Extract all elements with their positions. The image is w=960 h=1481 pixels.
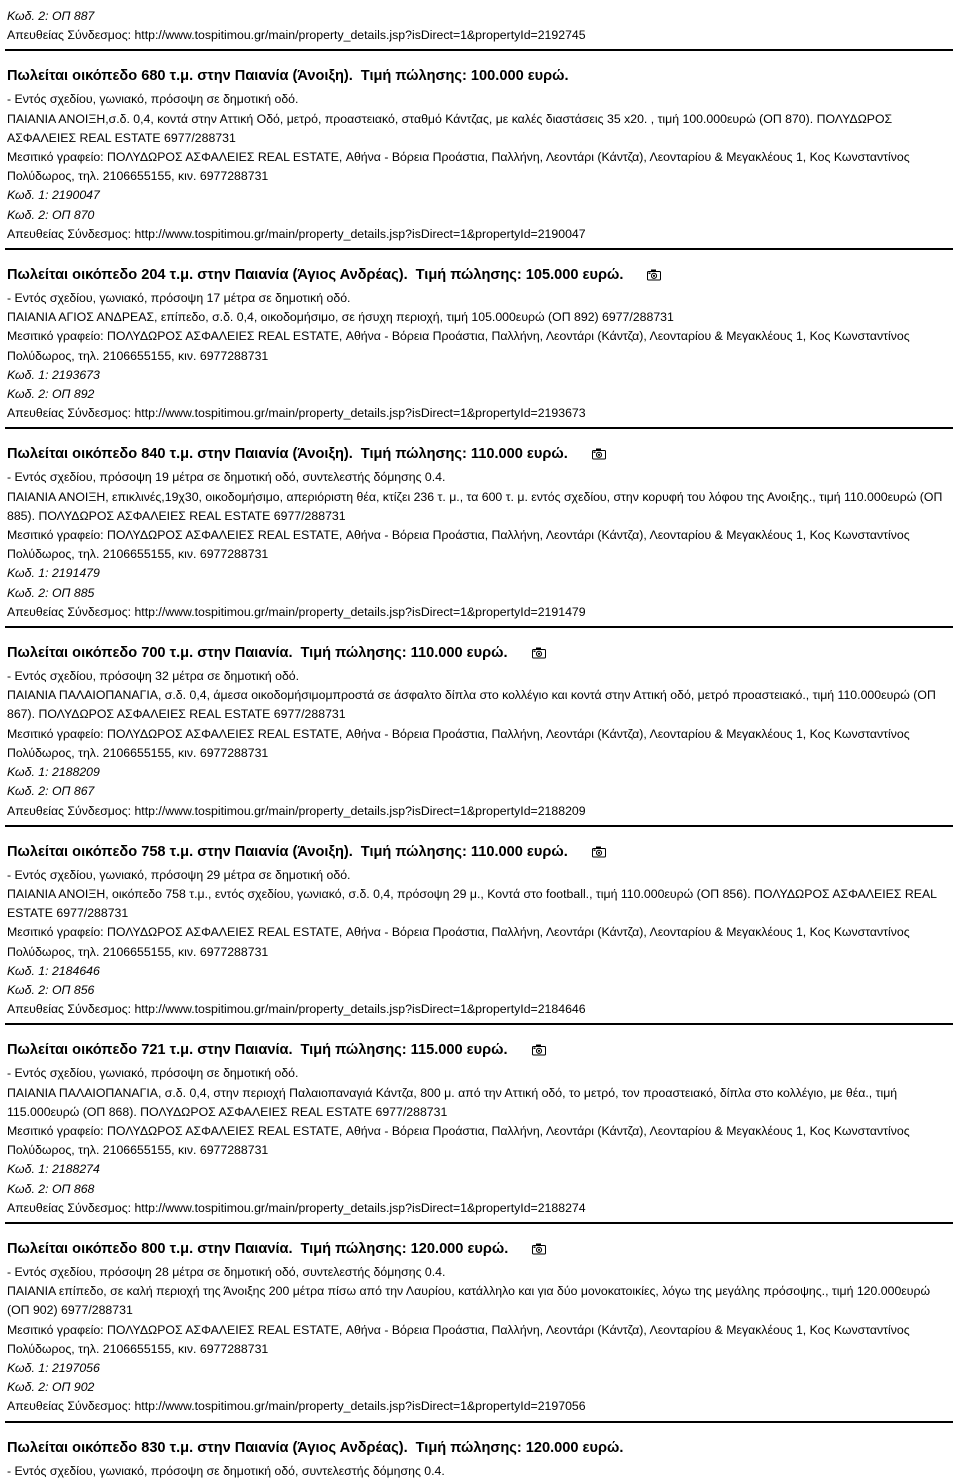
separator-line bbox=[5, 248, 953, 250]
listings bbox=[7, 66, 955, 1422]
listing-code-1: Κωδ. 1: 2188209 bbox=[7, 765, 100, 780]
listing-code-2: Κωδ. 2: ΟΠ 856 bbox=[7, 982, 95, 997]
document-page bbox=[7, 7, 955, 1481]
listing-bullet: - Εντός σχεδίου, πρόσοψη 28 μέτρα σε δημοτική οδό, συντελεστής δόμησης 0.4. bbox=[7, 1264, 446, 1279]
listing-agent: Μεσιτικό γραφείο: ΠΟΛΥΔΩΡΟΣ ΑΣΦΑΛΕΙΕΣ REAL ESTATE, Αθήνα - Βόρεια Προάστια, Παλλήνη, Λεοντάρι (Κάντζα), Λεονταρίου & Μεγακλέους 1, Κος Κωνσταντίνος Πολύδωρος, τηλ. 2106655155, κιν. 6977288731 bbox=[7, 726, 910, 760]
listing-code-2: Κωδ. 2: ΟΠ 868 bbox=[7, 1181, 95, 1196]
listing-title-text: Πωλείται οικόπεδο 204 τ.μ. στην Παιανία (Άγιος Ανδρέας). bbox=[7, 267, 408, 284]
listing-agent: Μεσιτικό γραφείο: ΠΟΛΥΔΩΡΟΣ ΑΣΦΑΛΕΙΕΣ REAL ESTATE, Αθήνα - Βόρεια Προάστια, Παλλήνη, Λεοντάρι (Κάντζα), Λεονταρίου & Μεγακλέους 1, Κος Κωνσταντίνος Πολύδωρος, τηλ. 2106655155, κιν. 6977288731 bbox=[7, 528, 910, 562]
listing-bullet: - Εντός σχεδίου, γωνιακό, πρόσοψη 17 μέτρα σε δημοτική οδό. bbox=[7, 291, 351, 306]
listing-code-2: Κωδ. 2: ΟΠ 885 bbox=[7, 585, 95, 600]
listing-title bbox=[7, 1040, 955, 1060]
listing-direct-link[interactable]: Απευθείας Σύνδεσμος: http://www.tospitimou.gr/main/property_details.jsp?isDirect=1&propertyId=2190047 bbox=[7, 226, 586, 241]
listing-bullet: - Εντός σχεδίου, γωνιακό, πρόσοψη σε δημοτική οδό. bbox=[7, 92, 299, 107]
listing bbox=[7, 66, 955, 250]
listing-price: Τιμή πώλησης: 110.000 ευρώ. bbox=[300, 645, 508, 662]
previous-listing-link[interactable]: Απευθείας Σύνδεσμος: http://www.tospitimou.gr/main/property_details.jsp?isDirect=1&propertyId=2192745 bbox=[7, 28, 586, 43]
separator-line bbox=[5, 1023, 953, 1025]
listing-bullet: - Εντός σχεδίου, γωνιακό, πρόσοψη 29 μέτρα σε δημοτική οδό. bbox=[7, 867, 351, 882]
separator-line bbox=[5, 626, 953, 628]
listing-agent: Μεσιτικό γραφείο: ΠΟΛΥΔΩΡΟΣ ΑΣΦΑΛΕΙΕΣ REAL ESTATE, Αθήνα - Βόρεια Προάστια, Παλλήνη, Λεοντάρι (Κάντζα), Λεονταρίου & Μεγακλέους 1, Κος Κωνσταντίνος Πολύδωρος, τηλ. 2106655155, κιν. 6977288731 bbox=[7, 1322, 910, 1356]
camera-icon[interactable] bbox=[532, 1044, 547, 1055]
listing-code-1: Κωδ. 1: 2184646 bbox=[7, 963, 100, 978]
listing-description: ΠΑΙΑΝΙΑ ΠΑΛΑΙΟΠΑΝΑΓΙΑ, σ.δ. 0,4, άμεσα οικοδομήσιμομπροστά σε άσφαλτο δίπλα στο κολλέγιο και κοντά στην Αττική οδό, μετρό προαστειακό., τιμή 110.000ευρώ (ΟΠ 867). ΠΟΛΥΔΩΡΟΣ ΑΣΦΑΛΕΙΕΣ REAL ESTATE 6977/288731 bbox=[7, 688, 936, 722]
listing-code-1: Κωδ. 1: 2190047 bbox=[7, 188, 100, 203]
listing-bullet: - Εντός σχεδίου, πρόσοψη 19 μέτρα σε δημοτική οδό, συντελεστής δόμησης 0.4. bbox=[7, 470, 446, 485]
listing bbox=[7, 842, 955, 1026]
listing-bullet: - Εντός σχεδίου, γωνιακό, πρόσοψη σε δημοτική οδό, συντελεστής δόμησης 0.4. bbox=[7, 1463, 445, 1478]
listing-title bbox=[7, 1438, 955, 1458]
listing-price: Τιμή πώλησης: 110.000 ευρώ. bbox=[360, 446, 568, 463]
listing-bullet: - Εντός σχεδίου, πρόσοψη 32 μέτρα σε δημοτική οδό. bbox=[7, 669, 300, 684]
listing-direct-link[interactable]: Απευθείας Σύνδεσμος: http://www.tospitimou.gr/main/property_details.jsp?isDirect=1&propertyId=2184646 bbox=[7, 1002, 586, 1017]
listing-description: ΠΑΙΑΝΙΑ ΑΝΟΙΞΗ,σ.δ. 0,4, κοντά στην Αττική Οδό, μετρό, προαστειακό, σταθμό Κάντζας, με καλές διαστάσεις 35 x20. , τιμή 100.000ευρώ (ΟΠ 870). ΠΟΛΥΔΩΡΟΣ ΑΣΦΑΛΕΙΕΣ REAL ESTATE 6977/288731 bbox=[7, 111, 893, 145]
listing-title bbox=[7, 265, 955, 285]
listing bbox=[7, 265, 955, 429]
listing-price: Τιμή πώλησης: 100.000 ευρώ. bbox=[360, 68, 569, 85]
listing-price: Τιμή πώλησης: 115.000 ευρώ. bbox=[300, 1042, 508, 1059]
listing-direct-link[interactable]: Απευθείας Σύνδεσμος: http://www.tospitimou.gr/main/property_details.jsp?isDirect=1&propertyId=2188274 bbox=[7, 1200, 586, 1215]
camera-icon[interactable] bbox=[532, 1243, 547, 1254]
listing-direct-link[interactable]: Απευθείας Σύνδεσμος: http://www.tospitimou.gr/main/property_details.jsp?isDirect=1&propertyId=2191479 bbox=[7, 604, 586, 619]
listing-description: ΠΑΙΑΝΙΑ ΑΝΟΙΞΗ, οικόπεδο 758 τ.μ., εντός σχεδίου, γωνιακό, σ.δ. 0,4, πρόσοψη 29 μ., Κοντά στο football., τιμή 110.000ευρώ (ΟΠ 856). ΠΟΛΥΔΩΡΟΣ ΑΣΦΑΛΕΙΕΣ REAL ESTATE 6977/288731 bbox=[7, 886, 937, 921]
listing-description: ΠΑΙΑΝΙΑ ΑΓΙΟΣ ΑΝΔΡΕΑΣ, επίπεδο, σ.δ. 0,4, οικοδομήσιμο, σε ήσυχη περιοχή, τιμή 105.000ευρώ (ΟΠ 892) 6977/288731 bbox=[7, 310, 674, 325]
listing-title bbox=[7, 643, 955, 663]
camera-icon[interactable] bbox=[592, 448, 607, 459]
listing-price: Τιμή πώλησης: 120.000 ευρώ. bbox=[300, 1240, 509, 1257]
listing bbox=[7, 444, 955, 628]
listing-code-2: Κωδ. 2: ΟΠ 892 bbox=[7, 387, 95, 402]
listing-description: ΠΑΙΑΝΙΑ επίπεδο, σε καλή περιοχή της Άνοιξης 200 μέτρα πίσω από την Λαυρίου, κατάλληλο και για δύο μονοκατοικίες, λόγω της μεγάλης πρόσοψης., τιμή 120.000ευρώ (ΟΠ 902) 6977/288731 bbox=[7, 1284, 931, 1318]
listing-code-2: Κωδ. 2: ΟΠ 902 bbox=[7, 1380, 95, 1395]
camera-icon[interactable] bbox=[647, 269, 662, 280]
camera-icon[interactable] bbox=[532, 647, 547, 658]
listing-title bbox=[7, 842, 955, 862]
listing-code-2: Κωδ. 2: ΟΠ 870 bbox=[7, 207, 95, 222]
listing-agent: Μεσιτικό γραφείο: ΠΟΛΥΔΩΡΟΣ ΑΣΦΑΛΕΙΕΣ REAL ESTATE, Αθήνα - Βόρεια Προάστια, Παλλήνη, Λεοντάρι (Κάντζα), Λεονταρίου & Μεγακλέους 1, Κος Κωνσταντίνος Πολύδωρος, τηλ. 2106655155, κιν. 6977288731 bbox=[7, 1123, 910, 1158]
separator-line bbox=[5, 49, 953, 51]
listing-price: Τιμή πώλησης: 105.000 ευρώ. bbox=[415, 267, 624, 284]
listing-bullet: - Εντός σχεδίου, γωνιακό, πρόσοψη σε δημοτική οδό. bbox=[7, 1066, 299, 1081]
listing bbox=[7, 1040, 955, 1224]
listing-code-2: Κωδ. 2: ΟΠ 867 bbox=[7, 784, 95, 799]
listing-price: Τιμή πώλησης: 110.000 ευρώ. bbox=[360, 843, 568, 860]
listing-code-1: Κωδ. 1: 2188274 bbox=[7, 1162, 100, 1177]
separator-line bbox=[5, 825, 953, 827]
listing-agent: Μεσιτικό γραφείο: ΠΟΛΥΔΩΡΟΣ ΑΣΦΑΛΕΙΕΣ REAL ESTATE, Αθήνα - Βόρεια Προάστια, Παλλήνη, Λεοντάρι (Κάντζα), Λεονταρίου & Μεγακλέους 1, Κος Κωνσταντίνος Πολύδωρος, τηλ. 2106655155, κιν. 6977288731 bbox=[7, 150, 910, 184]
listing-description: ΠΑΙΑΝΙΑ ΑΝΟΙΞΗ, επικλινές,19χ30, οικοδομήσιμο, απεριόριστη θέα, κτίζει 236 τ. μ., τα 600 τ. μ. εντός σχεδίου, στην κορυφή του λόφου της Ανοιξης., τιμή 110.000ευρώ (ΟΠ 885). ΠΟΛΥΔΩΡΟΣ ΑΣΦΑΛΕΙΕΣ REAL ESTATE 6977/288731 bbox=[7, 489, 943, 523]
separator-line bbox=[5, 1222, 953, 1224]
listing-tail bbox=[7, 1438, 955, 1481]
separator-line bbox=[5, 1421, 953, 1423]
listing-title-text: Πωλείται οικόπεδο 700 τ.μ. στην Παιανία. bbox=[7, 645, 293, 662]
listing-title-text: Πωλείται οικόπεδο 680 τ.μ. στην Παιανία (Άνοιξη). bbox=[7, 68, 353, 85]
listing-title-text: Πωλείται οικόπεδο 840 τ.μ. στην Παιανία (Άνοιξη). bbox=[7, 446, 353, 463]
listing-code-1: Κωδ. 1: 2193673 bbox=[7, 367, 100, 382]
listing-agent: Μεσιτικό γραφείο: ΠΟΛΥΔΩΡΟΣ ΑΣΦΑΛΕΙΕΣ REAL ESTATE, Αθήνα - Βόρεια Προάστια, Παλλήνη, Λεοντάρι (Κάντζα), Λεονταρίου & Μεγακλέους 1, Κος Κωνσταντίνος Πολύδωρος, τηλ. 2106655155, κιν. 6977288731 bbox=[7, 329, 910, 363]
camera-icon[interactable] bbox=[592, 846, 607, 857]
previous-listing-code-2: Κωδ. 2: ΟΠ 887 bbox=[7, 9, 95, 23]
listing-price: Τιμή πώλησης: 120.000 ευρώ. bbox=[415, 1439, 624, 1456]
listing-code-1: Κωδ. 1: 2197056 bbox=[7, 1360, 100, 1375]
listing-title bbox=[7, 66, 955, 86]
listing-agent: Μεσιτικό γραφείο: ΠΟΛΥΔΩΡΟΣ ΑΣΦΑΛΕΙΕΣ REAL ESTATE, Αθήνα - Βόρεια Προάστια, Παλλήνη, Λεοντάρι (Κάντζα), Λεονταρίου & Μεγακλέους 1, Κος Κωνσταντίνος Πολύδωρος, τηλ. 2106655155, κιν. 6977288731 bbox=[7, 925, 910, 959]
listing bbox=[7, 1239, 955, 1423]
listing-title-text: Πωλείται οικόπεδο 721 τ.μ. στην Παιανία. bbox=[7, 1042, 293, 1059]
listing-title bbox=[7, 1239, 955, 1259]
listing bbox=[7, 643, 955, 827]
listing-description: ΠΑΙΑΝΙΑ ΠΑΛΑΙΟΠΑΝΑΓΙΑ, σ.δ. 0,4, στην περιοχή Παλαιοπαναγιά Κάντζα, 800 μ. από την Αττική οδό, το μετρό, τον προαστειακό, δίπλα στο κολλέγιο, με θέα., τιμή 115.000ευρώ (ΟΠ 868). ΠΟΛΥΔΩΡΟΣ ΑΣΦΑΛΕΙΕΣ REAL ESTATE 6977/288731 bbox=[7, 1085, 898, 1119]
listing-title-text: Πωλείται οικόπεδο 800 τ.μ. στην Παιανία. bbox=[7, 1240, 293, 1257]
separator-line bbox=[5, 427, 953, 429]
listing-direct-link[interactable]: Απευθείας Σύνδεσμος: http://www.tospitimou.gr/main/property_details.jsp?isDirect=1&propertyId=2197056 bbox=[7, 1399, 586, 1414]
listing-title bbox=[7, 444, 955, 464]
listing-direct-link[interactable]: Απευθείας Σύνδεσμος: http://www.tospitimou.gr/main/property_details.jsp?isDirect=1&propertyId=2188209 bbox=[7, 803, 586, 818]
listing-title-text: Πωλείται οικόπεδο 758 τ.μ. στην Παιανία (Άνοιξη). bbox=[7, 843, 353, 860]
listing-title-text: Πωλείται οικόπεδο 830 τ.μ. στην Παιανία (Άγιος Ανδρέας). bbox=[7, 1439, 408, 1456]
listing-code-1: Κωδ. 1: 2191479 bbox=[7, 566, 100, 581]
listing-direct-link[interactable]: Απευθείας Σύνδεσμος: http://www.tospitimou.gr/main/property_details.jsp?isDirect=1&propertyId=2193673 bbox=[7, 406, 586, 421]
